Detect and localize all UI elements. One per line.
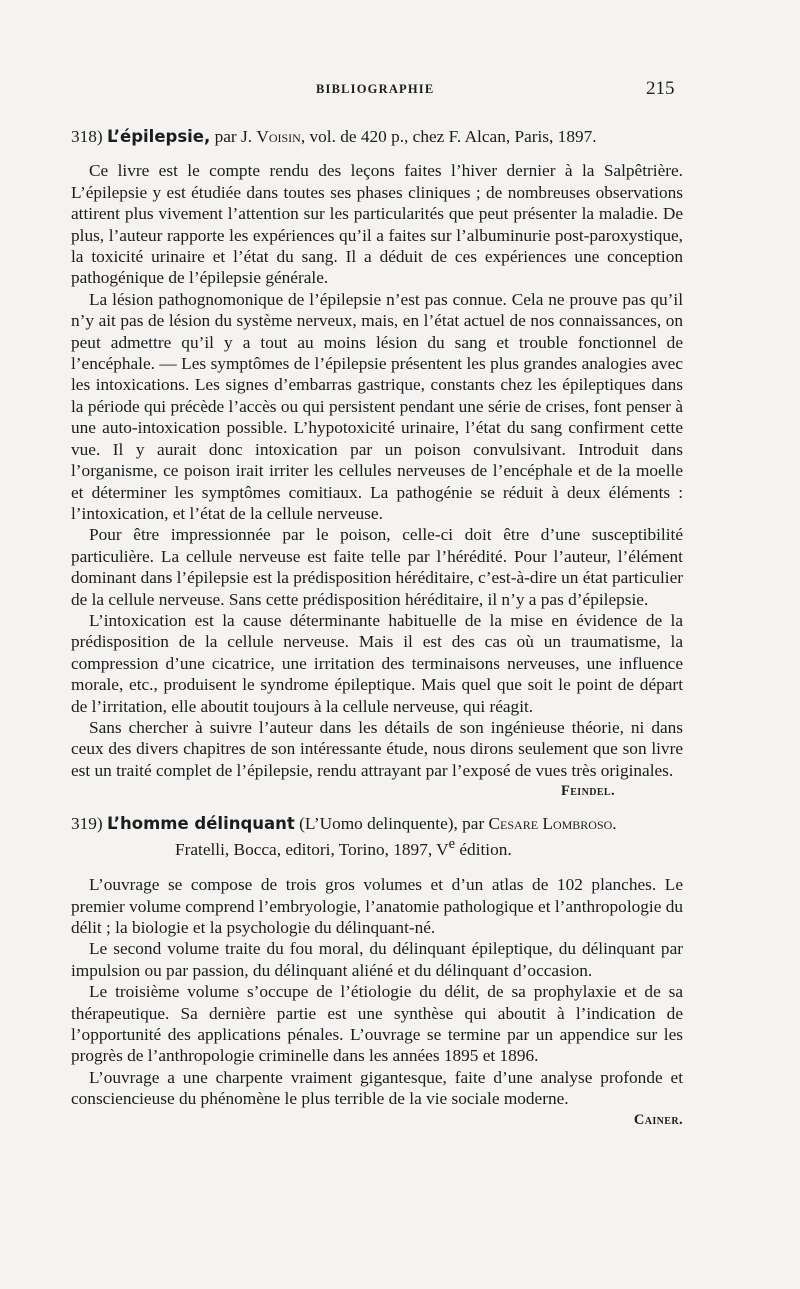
edition-word: édition.: [455, 839, 512, 859]
reviewer-signature: Feindel.: [560, 783, 615, 800]
running-title: BIBLIOGRAPHIE: [316, 82, 435, 96]
entry-title: L’épilepsie,: [107, 127, 211, 146]
entry-number: 318): [71, 127, 103, 146]
paragraph: Ce livre est le compte rendu des leçons faites l’hiver dernier à la Salpêtrière. L’épilepsie y est étudiée dans toutes ses phases cliniques ; de nombreuses observations attirent plus vivement l’attention sur les particularités que peut présenter la maladie. De plus, l’auteur rapporte les expériences qu’il a faites sur l’albuminurie post-paroxystique, la toxicité urinaire et l’état du sang. Il a déduit de ces expériences une conception pathogénique de l’épilepsie générale.: [71, 161, 683, 288]
entry-319-heading: [71, 813, 683, 861]
entry-title: L’homme délinquant: [107, 813, 295, 833]
entry-subtitle: (L’Uomo delinquente), par: [294, 813, 489, 833]
paragraph: L’ouvrage a une charpente vraiment gigantesque, faite d’une analyse profonde et consciencieuse du phénomène le plus terrible de la vie sociale moderne.: [71, 1067, 683, 1109]
paragraph-with-signature: [71, 717, 683, 800]
paragraph-text: Sans chercher à suivre l’auteur dans les détails de son ingénieuse théorie, ni dans ceux des divers chapitres de son intéressante étude, nous dirons seulement que son livre est un traité complet de l’épilepsie, rendu attrayant par l’exposé de vues très originales.: [71, 717, 683, 780]
page-body: [71, 126, 683, 1131]
paragraph: Pour être impressionnée par le poison, celle-ci doit être d’une susceptibilité particulière. La cellule nerveuse est faite telle par l’hérédité. Pour l’auteur, l’élément dominant dans l’épilepsie est la prédisposition héréditaire, c’est-à-dire un état particulier de la cellule nerveuse. Sans cette prédisposition héréditaire, il n’y a pas d’épilepsie.: [71, 525, 683, 609]
entry-publisher: Fratelli, Bocca, editori, Torino, 1897, V: [175, 839, 449, 859]
entry-318-heading: [71, 126, 683, 147]
paragraph: Le second volume traite du fou moral, du délinquant épileptique, du délinquant par impulsion ou par passion, du délinquant aliéné et du délinquant d’occasion.: [71, 939, 683, 980]
entry-by: par J.: [214, 127, 253, 146]
page-header: [0, 78, 800, 102]
paragraph: L’ouvrage se compose de trois gros volumes et d’un atlas de 102 planches. Le premier volume comprend l’embryologie, l’anatomie pathologique et l’anthropologie du délit ; la biologie et la psychologie du délinquant-né.: [71, 875, 683, 937]
entry-number: 319): [71, 813, 103, 833]
entry-author: Voisin: [256, 127, 301, 146]
entry-details: , vol. de 420 p., chez F. Alcan, Paris, 1897.: [300, 127, 597, 146]
entry-author: Cesare Lombroso.: [488, 813, 617, 833]
paragraph: Le troisième volume s’occupe de l’étiologie du délit, de sa prophylaxie et de sa thérapeutique. Sa dernière partie est une synthèse qui aboutit à l’indication de l’opportunité des applications pénales. L’ouvrage se termine par un appendice sur les progrès de l’anthropologie criminelle dans les années 1895 et 1896.: [71, 982, 683, 1066]
edition-superscript: e: [448, 836, 456, 852]
page-number: 215: [646, 78, 675, 99]
paragraph: La lésion pathognomonique de l’épilepsie n’est pas connue. Cela ne prouve pas qu’il n’y ait pas de lésion du système nerveux, mais, en l’état actuel de nos connaissances, on peut admettre qu’il y a tout au moins lésion du sang et trouble fonctionnel de l’encéphale. — Les symptômes de l’épilepsie présentent les plus grandes analogies avec les intoxications. Les signes d’embarras gastrique, constants chez les épileptiques dans la période qui précède l’accès ou qui persistent pendant une série de crises, font penser à une auto-intoxication possible. L’hypotoxicité urinaire, l’état du sang confirment cette vue. Il y aurait donc intoxication par un poison convulsivant. Introduit dans l’organisme, ce poison irait irriter les cellules nerveuses de l’encéphale et de la moelle et déterminer les symptômes comitiaux. La pathogénie se réduit à deux éléments : l’intoxication, et l’état de la cellule nerveuse.: [71, 289, 683, 523]
reviewer-signature: Cainer.: [633, 1111, 683, 1128]
paragraph: L’intoxication est la cause déterminante habituelle de la mise en évidence de la prédisposition de la cellule nerveuse. Mais il est des cas où un traumatisme, la compression d’une cicatrice, une irritation des terminaisons nerveuses, une influence morale, etc., produisent le syndrome épileptique. Mais quel que soit le point de départ de l’irritation, elle aboutit toujours à la cellule nerveuse, qui réagit.: [71, 610, 683, 716]
